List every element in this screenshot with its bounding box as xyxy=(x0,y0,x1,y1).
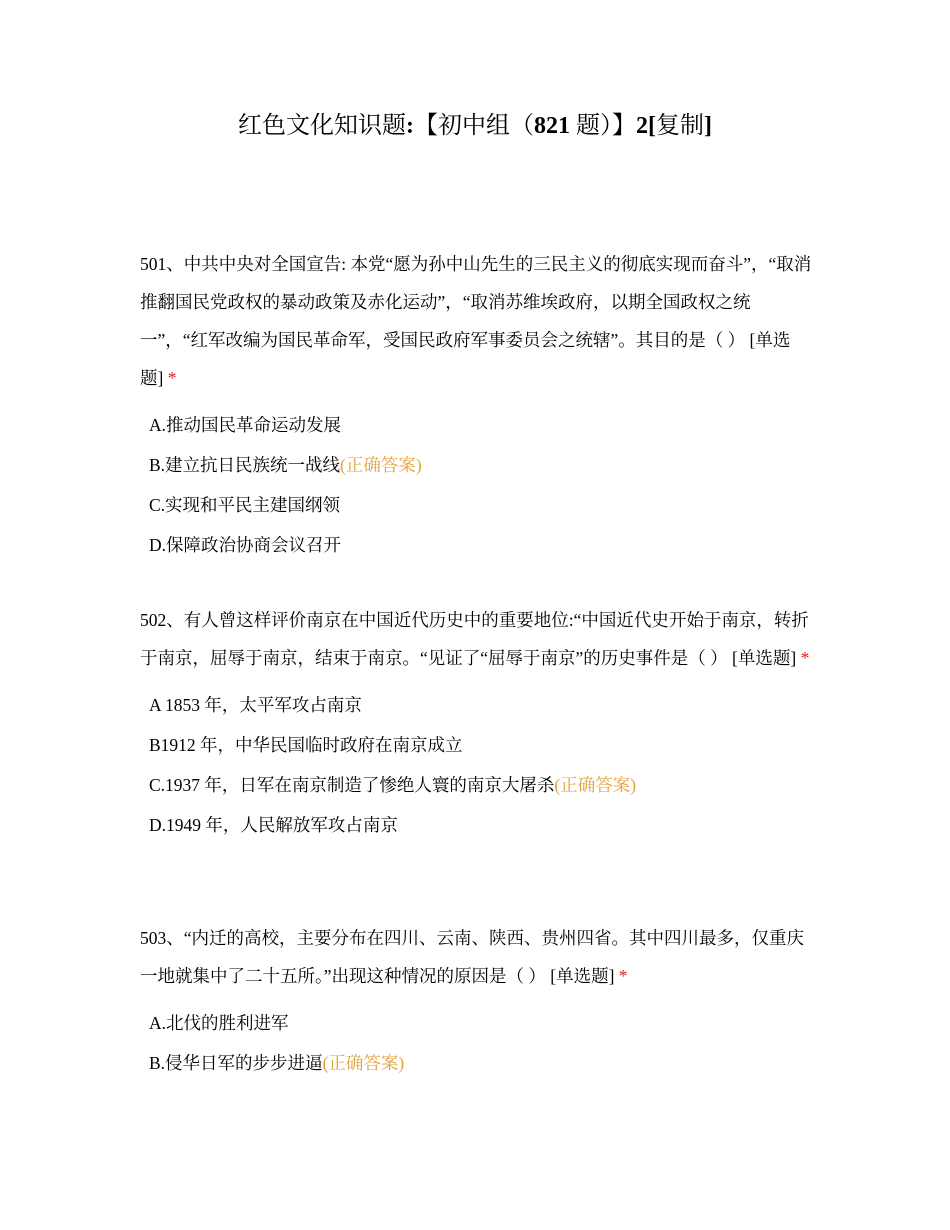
correct-answer-label: (正确答案) xyxy=(322,1053,405,1073)
question-503 xyxy=(140,919,812,1083)
title-colon: : xyxy=(406,113,414,139)
question-stem: 503、“内迁的高校，主要分布在四川、云南、陕西、贵州四省。其中四川最多，仅重庆一地就集中了二十五所。”出现这种情况的原因是（ ） [单选题] * xyxy=(140,928,805,986)
option-a[interactable]: A 1853 年，太平军攻占南京 xyxy=(149,695,362,715)
correct-answer-label: (正确答案) xyxy=(340,455,422,475)
question-stem: 502、有人曾这样评价南京在中国近代历史中的重要地位:“中国近代史开始于南京，转折于南京，屈辱于南京，结束于南京。“见证了“屈辱于南京”的历史事件是（ ） [单选题] * xyxy=(140,610,810,668)
title-count: 821 xyxy=(534,113,570,139)
option-a[interactable]: A.北伐的胜利进军 xyxy=(149,1013,289,1033)
option-b[interactable]: B1912 年，中华民国临时政府在南京成立 xyxy=(149,735,463,755)
question-501 xyxy=(140,245,812,565)
option-c[interactable]: C.实现和平民主建国纲领 xyxy=(149,495,341,515)
option-b[interactable]: B.建立抗日民族统一战线(正确答案) xyxy=(149,455,422,475)
title-text: 红色文化知识题 xyxy=(238,113,406,139)
required-mark: * xyxy=(800,648,810,668)
correct-answer-label: (正确答案) xyxy=(554,775,637,795)
title-unit: 题）】 xyxy=(570,113,636,139)
option-c[interactable]: C.1937 年，日军在南京制造了惨绝人寰的南京大屠杀(正确答案) xyxy=(149,775,637,795)
option-d[interactable]: D.保障政治协商会议召开 xyxy=(149,535,342,555)
options-list xyxy=(140,685,812,845)
title-group: 【初中组（ xyxy=(414,113,534,139)
page-title xyxy=(0,108,950,144)
question-stem: 501、中共中央对全国宣告: 本党“愿为孙中山先生的三民主义的彻底实现而奋斗”，“取消推翻国民党政权的暴动政策及赤化运动”，“取消苏维埃政府，以期全国政权之统一”，“红军改编为国民革命军，受国民政府军事委员会之统辖”。其目的是（ ） [单选题] * xyxy=(140,254,812,388)
option-b[interactable]: B.侵华日军的步步进逼(正确答案) xyxy=(149,1053,405,1073)
options-list xyxy=(140,1003,812,1083)
title-number: 2[ xyxy=(636,113,656,139)
option-d[interactable]: D.1949 年，人民解放军攻占南京 xyxy=(149,815,398,835)
options-list xyxy=(140,405,812,565)
required-mark: * xyxy=(618,966,628,986)
required-mark: * xyxy=(167,368,177,388)
title-copy: 复制 xyxy=(656,113,704,139)
option-a[interactable]: A.推动国民革命运动发展 xyxy=(149,415,342,435)
question-502 xyxy=(140,601,812,845)
title-bracket: ] xyxy=(704,113,712,139)
